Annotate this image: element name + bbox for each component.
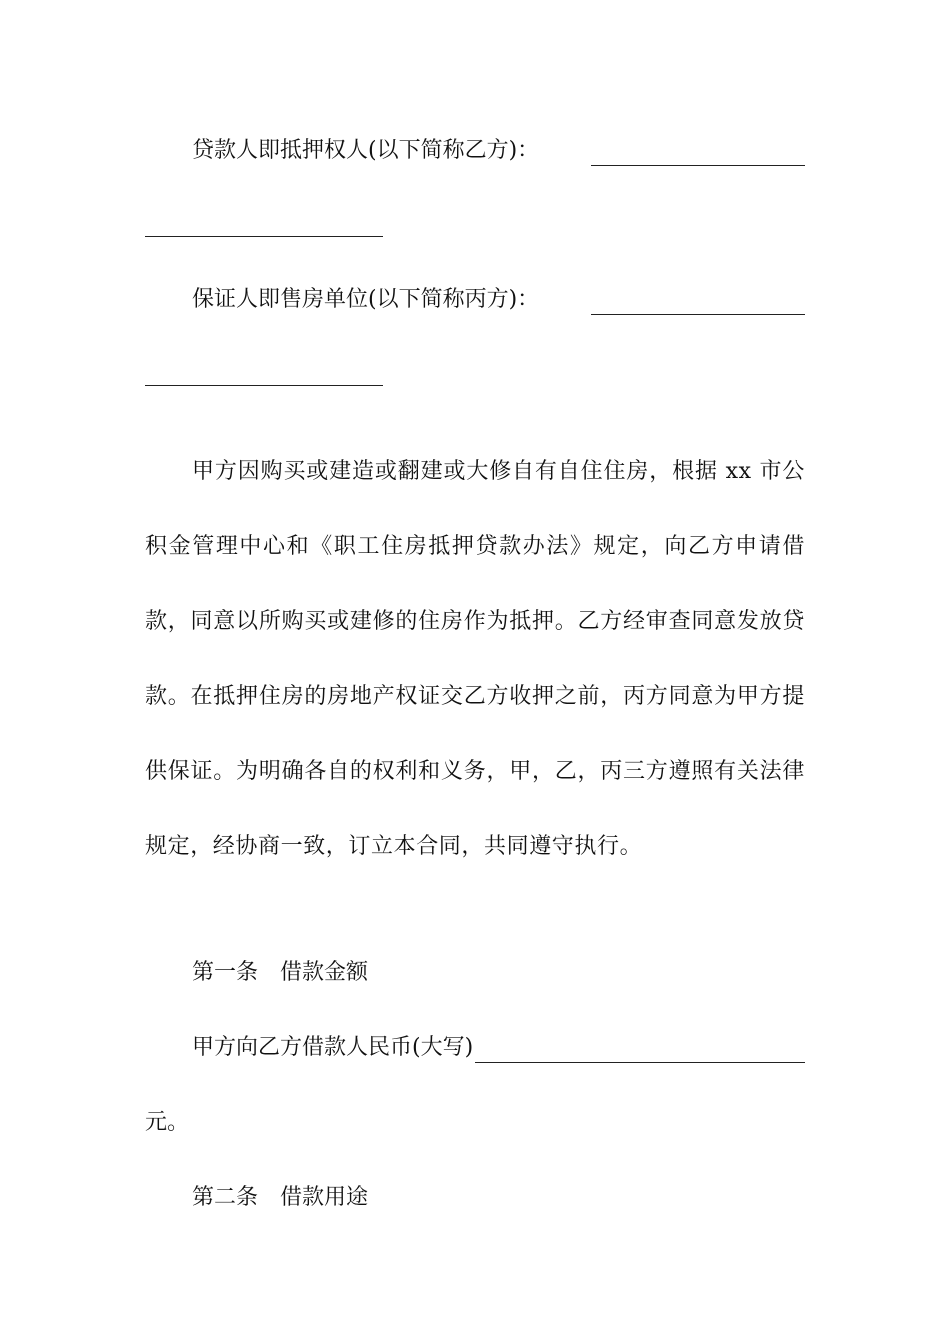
guarantor-label: 保证人即售房单位(以下简称丙方)： bbox=[192, 287, 540, 312]
article-1-amount-line bbox=[192, 1033, 805, 1063]
guarantor-name-blank[interactable] bbox=[591, 294, 805, 315]
guarantor-continuation-blank[interactable] bbox=[145, 385, 383, 386]
article-1-title: 第一条 借款金额 bbox=[192, 960, 369, 985]
article-1-unit: 元。 bbox=[145, 1110, 190, 1135]
article-2-title: 第二条 借款用途 bbox=[192, 1185, 369, 1210]
lender-continuation-blank[interactable] bbox=[145, 236, 383, 237]
loan-amount-blank[interactable] bbox=[475, 1042, 805, 1063]
guarantor-party-line bbox=[192, 285, 805, 315]
lender-label: 贷款人即抵押权人(以下简称乙方)： bbox=[192, 138, 540, 163]
preamble-paragraph: 甲方因购买或建造或翻建或大修自有自住住房，根据 xx 市公积金管理中心和《职工住房抵押贷款办法》规定，向乙方申请借款，同意以所购买或建修的住房作为抵押。乙方经审查同意发放贷款。在抵押住房的房地产权证交乙方收押之前，丙方同意为甲方提供保证。为明确各自的权利和义务，甲，乙，丙三方遵照有关法律规定，经协商一致，订立本合同，共同遵守执行。 bbox=[145, 459, 805, 859]
lender-name-blank[interactable] bbox=[591, 145, 805, 166]
lender-party-line bbox=[192, 136, 805, 166]
article-1-text: 甲方向乙方借款人民币(大写) bbox=[192, 1035, 474, 1060]
